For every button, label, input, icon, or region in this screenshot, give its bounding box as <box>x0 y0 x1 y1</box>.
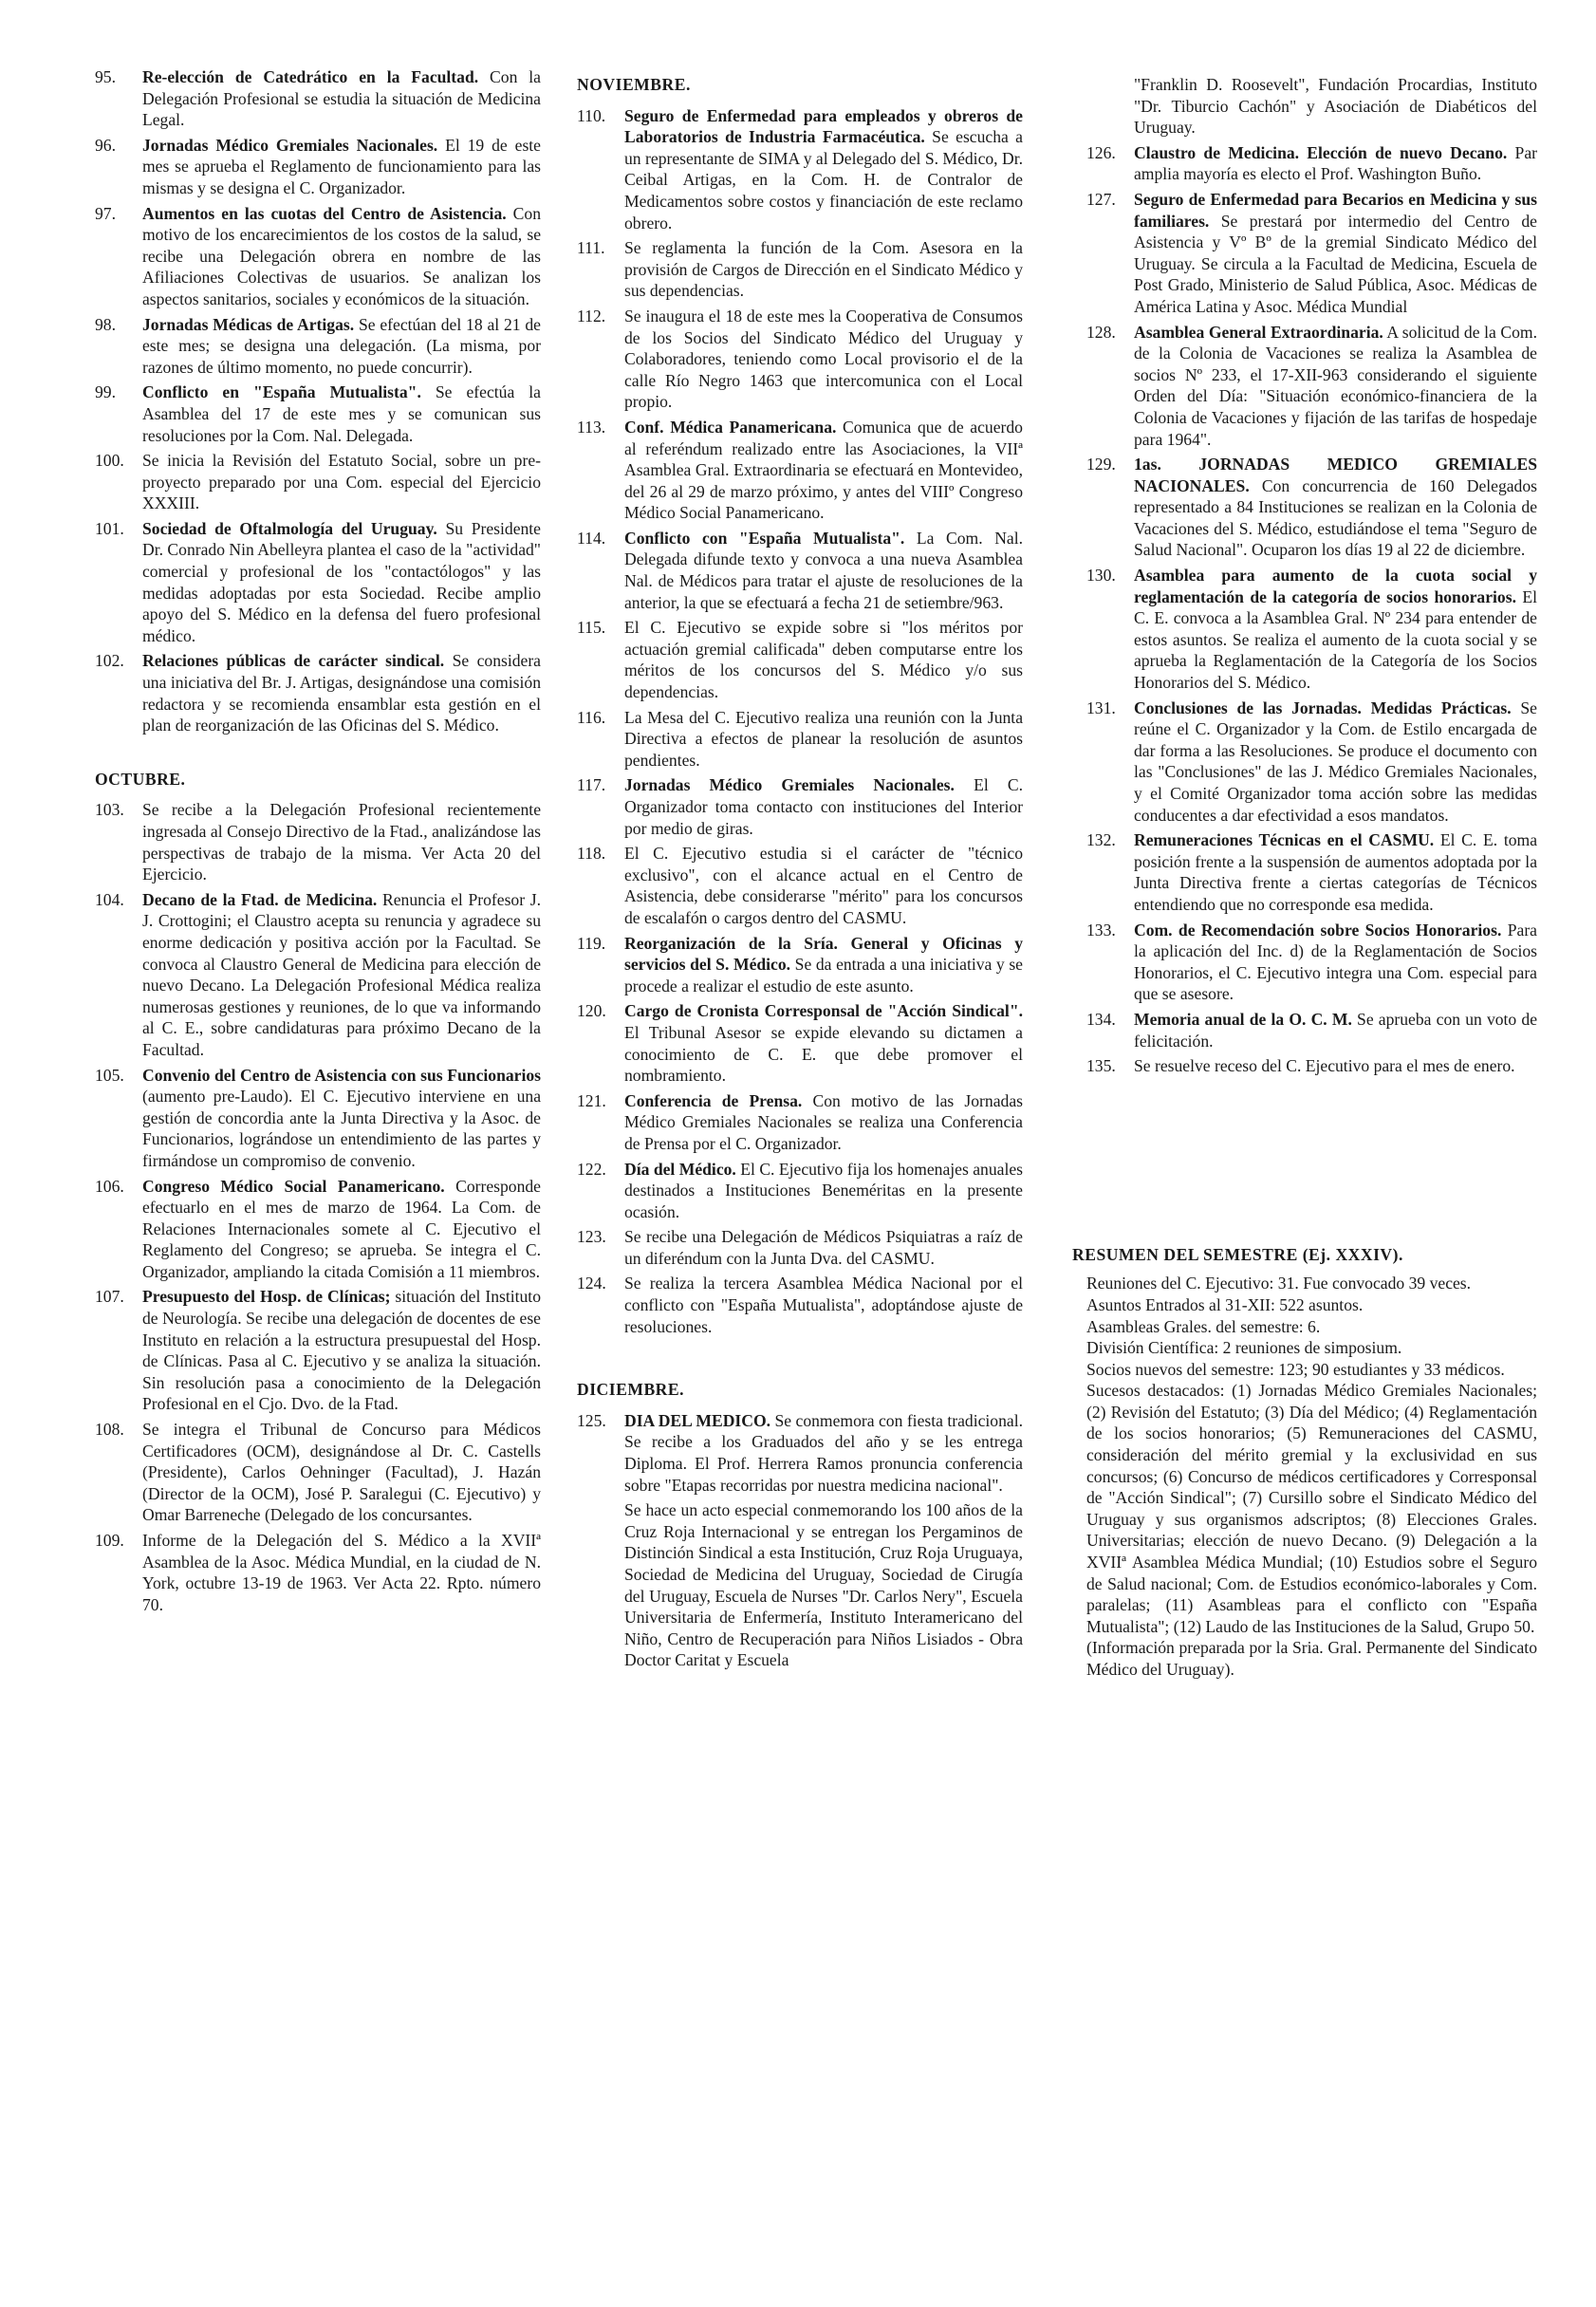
entry-135: 135. Se resuelve receso del C. Ejecutivo para el mes de enero. <box>1086 1056 1515 1076</box>
summary-socios: Socios nuevos del semestre: 123; 90 estudiantes y 33 médicos. <box>1086 1359 1505 1379</box>
entry-107: 107. Presupuesto del Hosp. de Clínicas; situación del Instituto de Neurología. Se recibe una delegación de docentes de ese Instituto en relación a la estructura presupuestal del Hosp. de Clínicas. Pasa al C. Ejecutivo y se analiza la situación. Sin resolución pasa a conocimiento de la Delegación Profesional en el Cjo. Dvo. de la Ftad. <box>95 1287 541 1414</box>
entry-134: 134. Memoria anual de la O. C. M. Se aprueba con un voto de felicitación. <box>1086 1009 1538 1051</box>
entry-105: 105. Convenio del Centro de Asistencia con sus Funcionarios (aumento pre-Laudo). El C. Ejecutivo interviene en una gestión de concordia ante la Junta Directiva y la Asoc. de Funcionarios, lográndose un entendimiento de las partes y firmándose un compromiso de convenio. <box>95 1065 541 1170</box>
summary-informacion: (Información preparada por la Sria. Gral. Permanente del Sindicato Médico del Uruguay). <box>1086 1638 1537 1679</box>
entry-120: 120. Cargo de Cronista Corresponsal de "Acción Sindical". El Tribunal Asesor se expide elevando su dictamen a conocimiento de C. E. que debe promover el nombramiento. <box>577 1001 1023 1086</box>
entry-126: 126. Claustro de Medicina. Elección de nuevo Decano. Par amplia mayoría es electo el Prof. Washington Buño. <box>1086 142 1537 184</box>
summary-reuniones: Reuniones del C. Ejecutivo: 31. Fue convocado 39 veces. <box>1086 1274 1472 1293</box>
column-middle <box>577 74 1023 1675</box>
entry-108: 108. Se integra el Tribunal de Concurso para Médicos Certificadores (OCM), designándose al Dr. C. Castells (Presidente), Carlos Oehninger (Facultad), J. Hazán (Director de la OCM), José P. Saralegui (C. Ejecutivo) y Omar Barreneche (Delegado de los concursantes. <box>95 1420 541 1525</box>
summary-sucesos: Sucesos destacados: (1) Jornadas Médico Gremiales Nacionales; (2) Revisión del Estatuto; (3) Día del Médico; (4) Reglamentación de los socios honorarios; (5) Remuneraciones del CASMU, consideración del mérito gremial y la exclusividad en sus concursos; (6) Concurso de médicos certificadores y Corresponsal de "Acción Sindical"; (7) Cursillo sobre el Sindicato Médico del Uruguay y sus organismos adscriptos; (8) Elecciones Grales. Universitarias; elección de nuevo Decano. (9) Delegación a la XVIIª Asamblea Médica Mundial; (10) Estudios sobre el Seguro de Salud nacional; Com. de Estudios económico-laborales y Com. paralelas; (11) Asambleas para el conflicto con "España Mutualista"; (12) Laudo de las Instituciones de la Salud, Grupo 50. <box>1086 1381 1537 1636</box>
entry-129: 129. 1as. JORNADAS MEDICO GREMIALES NACIONALES. Con concurrencia de 160 Delegados representado a 84 Instituciones se realizan en la Colonia de Vacaciones del S. Médico, estudiándose el tema "Seguro de Salud Nacional". Ocuparon los días 19 al 22 de diciembre. <box>1086 455 1537 560</box>
entry-100: 100. Se inicia la Revisión del Estatuto Social, sobre un pre-proyecto preparado por una Com. especial del Ejercicio XXXIII. <box>95 451 541 513</box>
entry-98: 98. Jornadas Médicas de Artigas. Se efectúan del 18 al 21 de este mes; se designa una delegación. (La misma, por razones de último momento, no puede concurrir). <box>95 314 541 377</box>
entry-111: 111. Se reglamenta la función de la Com. Asesora en la provisión de Cargos de Dirección en el Sindicato Médico y sus dependencias. <box>577 238 1023 301</box>
entry-127: 127. Seguro de Enfermedad para Becarios en Medicina y sus familiares. Se prestará por intermedio del Centro de Asistencia y Vº Bº de la gremial Sindicato Médico del Uruguay. Se circula a la Facultad de Medicina, Escuela de Post Grado, Ministerio de Salud Pública, Asoc. Médicas de América Latina y Asoc. Médica Mundial <box>1086 189 1537 316</box>
entries-sep <box>95 66 541 736</box>
entry-133: 133. Com. de Recomendación sobre Socios Honorarios. Para la aplicación del Inc. d) de la Reglamentación de Socios Honorarios, el C. Ejecutivo integra una Com. especial para que se asesore. <box>1086 920 1537 1004</box>
entry-110: 110. Seguro de Enfermedad para empleados y obreros de Laboratorios de Industria Farmacéutica. Se escucha a un representante de SIMA y al Delegado del S. Médico, Dr. Ceibal Artigas, en la Com. H. de Contralor de Medicamentos sobre costos y financiación de este reclamo obrero. <box>577 105 1023 233</box>
entry-124: 124. Se realiza la tercera Asamblea Médica Nacional por el conflicto con "España Mutualista", adoptándose ajuste de resoluciones. <box>577 1274 1023 1336</box>
entry-102: 102. Relaciones públicas de carácter sindical. Se considera una iniciativa del Br. J. Artigas, designándose una comisión redactora y se recomienda ensamblar esta gestión en el plan de reorganización de las Oficinas del S. Médico. <box>95 651 541 735</box>
entry-114: 114. Conflicto con "España Mutualista". La Com. Nal. Delegada difunde texto y convoca a una nueva Asamblea Nal. de Médicos para tratar el ajuste de resoluciones de la anterior, la que se efectuará a fecha 21 de setiembre/963. <box>577 528 1023 612</box>
entries-oct <box>95 799 541 1615</box>
entry-104: 104. Decano de la Ftad. de Medicina. Renuncia el Profesor J. J. Crottogini; el Claustro acepta su renuncia y agradece su enorme dedicación y positiva acción por la Facultad. Se convoca al Claustro General de Medicina para elección de nuevo Decano. La Delegación Profesional Médica realiza numerosas gestiones y reuniones, de lo que va informando al C. E., sobre candidaturas para próximo Decano de la Facultad. <box>95 889 542 1059</box>
entry-95: 95. Re-elección de Catedrático en la Facultad. Con la Delegación Profesional se estudia la situación de Medicina Legal. <box>95 67 541 130</box>
entry-121: 121. Conferencia de Prensa. Con motivo de las Jornadas Médico Gremiales Nacionales se realiza una Conferencia de Prensa por el C. Organizador. <box>577 1090 1023 1153</box>
entry-119: 119. Reorganización de la Sría. General y Oficinas y servicios del S. Médico. Se da entrada a una iniciativa y se procede a realizar el estudio de este asunto. <box>577 933 1023 995</box>
entry-118: 118. El C. Ejecutivo estudia si el carácter de "técnico exclusivo", con el alcance actual en el Centro de Asistencia, debe considerarse "mérito" para los concursos de escalafón o cargos dentro del CASMU. <box>577 844 1023 927</box>
entry-132: 132. Remuneraciones Técnicas en el CASMU. El C. E. toma posición frente a la suspensión de aumentos adoptada por la Junta Directiva frente a ciertas categorías de Técnicos entendiendo que no corresponde esa medida. <box>1086 830 1538 914</box>
entry-128: 128. Asamblea General Extraordinaria. A solicitud de la Com. de la Colonia de Vacaciones se realiza la Asamblea de socios Nº 233, el 17-XII-963 considerando el siguiente Orden del Día: "Situación económico-financiera de la Colonia de Vacaciones y fijación de las tarifas de hospedaje para 1964". <box>1086 322 1537 449</box>
column-right <box>1072 74 1538 1681</box>
entry-131: 131. Conclusiones de las Jornadas. Medidas Prácticas. Se reúne el C. Organizador y la Com. de Estilo encargada de dar forma a las Resoluciones. Se produce el documento con las "Conclusiones" de las J. Médico Gremiales Nacionales, y el Comité Organizador toma acción sobre las medidas conducentes a dar efectividad a esos mandatos. <box>1086 698 1537 825</box>
entry-113: 113. Conf. Médica Panamericana. Comunica que de acuerdo al referéndum realizado entre las Asociaciones, la VIIª Asamblea Gral. Extraordinaria se efectuará en Montevideo, del 26 al 29 de marzo próximo, y antes del VIIIº Congreso Médico Social Panamericano. <box>577 417 1023 523</box>
entry-101: 101. Sociedad de Oftalmología del Uruguay. Su Presidente Dr. Conrado Nin Abelleyra plantea el caso de la "actividad" comercial y profesional de los "contactólogos" y las medidas adoptadas por esta Sociedad. Recibe amplio apoyo del S. Médico en la defensa del fuero profesional médico. <box>95 518 541 645</box>
summary-asuntos: Asuntos Entrados al 31-XII: 522 asuntos. <box>1086 1294 1364 1314</box>
entries-nov <box>577 105 1023 1338</box>
section-heading-diciembre: DICIEMBRE. <box>577 1380 685 1400</box>
entry-96: 96. Jornadas Médico Gremiales Nacionales. El 19 de este mes se aprueba el Reglamento de funcionamiento para las mismas y se designa el C. Organizador. <box>95 135 541 197</box>
entry-123: 123. Se recibe una Delegación de Médicos Psiquiatras a raíz de un diferéndum con la Junta Dva. del CASMU. <box>577 1227 1023 1268</box>
entries-dic <box>1086 142 1537 1077</box>
section-heading-octubre: OCTUBRE. <box>95 769 186 789</box>
summary-heading: RESUMEN DEL SEMESTRE (Ej. XXXIV). <box>1072 1244 1403 1264</box>
semester-summary <box>1086 1273 1537 1680</box>
entry-97: 97. Aumentos en las cuotas del Centro de Asistencia. Con motivo de los encarecimientos de los costos de la salud, se recibe una Delegación obrera en nombre de las Afiliaciones Colectivas de usuarios. Se analizan los aspectos sanitarios, sociales y económicos de la situación. <box>95 203 541 308</box>
section-heading-noviembre: NOVIEMBRE. <box>577 75 691 94</box>
entry-125-continuation: Se hace un acto especial conmemorando los 100 años de la Cruz Roja Internacional y se entregan los Pergaminos de Distinción Sindical a esta Institución, Cruz Roja Uruguaya, Sociedad de Medicina del Uruguay, Sociedad de Cirugía del Uruguay, Escuela de Nurses "Dr. Carlos Nery", Escuela Universitaria de Enfermería, Instituto Interamericano del Niño, Centro de Recuperación para Niños Lisiados - Obra Doctor Caritat y Escuela <box>624 1500 1023 1670</box>
entry-122: 122. Día del Médico. El C. Ejecutivo fija los homenajes anuales destinados a Instituciones Beneméritas en la presente ocasión. <box>577 1159 1023 1221</box>
entry-109: 109. Informe de la Delegación del S. Médico a la XVIIª Asamblea de la Asoc. Médica Mundial, en la ciudad de N. York, octubre 13-19 de 1963. Ver Acta 22. Rpto. número 70. <box>95 1531 541 1614</box>
summary-division: División Científica: 2 reuniones de simposium. <box>1086 1338 1402 1358</box>
entry-103: 103. Se recibe a la Delegación Profesional recientemente ingresada al Consejo Directivo de la Ftad., analizándose las perspectivas de trabajo de la misma. Ver Acta 20 del Ejercicio. <box>95 800 541 884</box>
entry-99: 99. Conflicto en "España Mutualista". Se efectúa la Asamblea del 17 de este mes y se comunican sus resoluciones por la Com. Nal. Delegada. <box>95 382 541 445</box>
entry-125: 125. DIA DEL MEDICO. Se conmemora con fiesta tradicional. Se recibe a los Graduados del año y se les entrega Diploma. El Prof. Herrera Ramos pronuncia conferencia sobre "Etapas recorridas por nuestra medicina nacional". <box>577 1410 1023 1495</box>
entry-125-continuation-2: "Franklin D. Roosevelt", Fundación Procardias, Instituto "Dr. Tiburcio Cachón" y Asociación de Diabéticos del Uruguay. <box>1134 75 1537 138</box>
entry-116: 116. La Mesa del C. Ejecutivo realiza una reunión con la Junta Directiva a efectos de planear la resolución de asuntos pendientes. <box>577 707 1023 770</box>
summary-asambleas: Asambleas Grales. del semestre: 6. <box>1086 1316 1321 1336</box>
column-left <box>95 66 541 1619</box>
entry-130: 130. Asamblea para aumento de la cuota social y reglamentación de la categoría de socios honorarios. El C. E. convoca a la Asamblea Gral. Nº 234 para entender de estos asuntos. Se realiza el aumento de la cuota social y se aprueba la Reglamentación de la Categoría de los Socios Honorarios del S. Médico. <box>1086 566 1537 693</box>
entry-115: 115. El C. Ejecutivo se expide sobre si "los méritos por actuación gremial calificada" deben computarse entre los méritos de los concursos del S. Médico y/o sus dependencias. <box>577 618 1023 702</box>
entry-117: 117. Jornadas Médico Gremiales Nacionales. El C. Organizador toma contacto con instituciones del Interior por medio de giras. <box>577 775 1023 838</box>
entry-112: 112. Se inaugura el 18 de este mes la Cooperativa de Consumos de los Socios del Sindicato Médico del Uruguay y Colaboradores, teniendo como Local provisorio el de la calle Río Negro 1463 que intercomunica con el Local propio. <box>577 306 1023 412</box>
entry-106: 106. Congreso Médico Social Panamericano. Corresponde efectuarlo en el mes de marzo de 1964. La Com. de Relaciones Internacionales somete al C. Ejecutivo el Reglamento del Congreso; se aprueba. Se integra el C. Organizador, ampliando la citada Comisión a 11 miembros. <box>95 1176 541 1281</box>
